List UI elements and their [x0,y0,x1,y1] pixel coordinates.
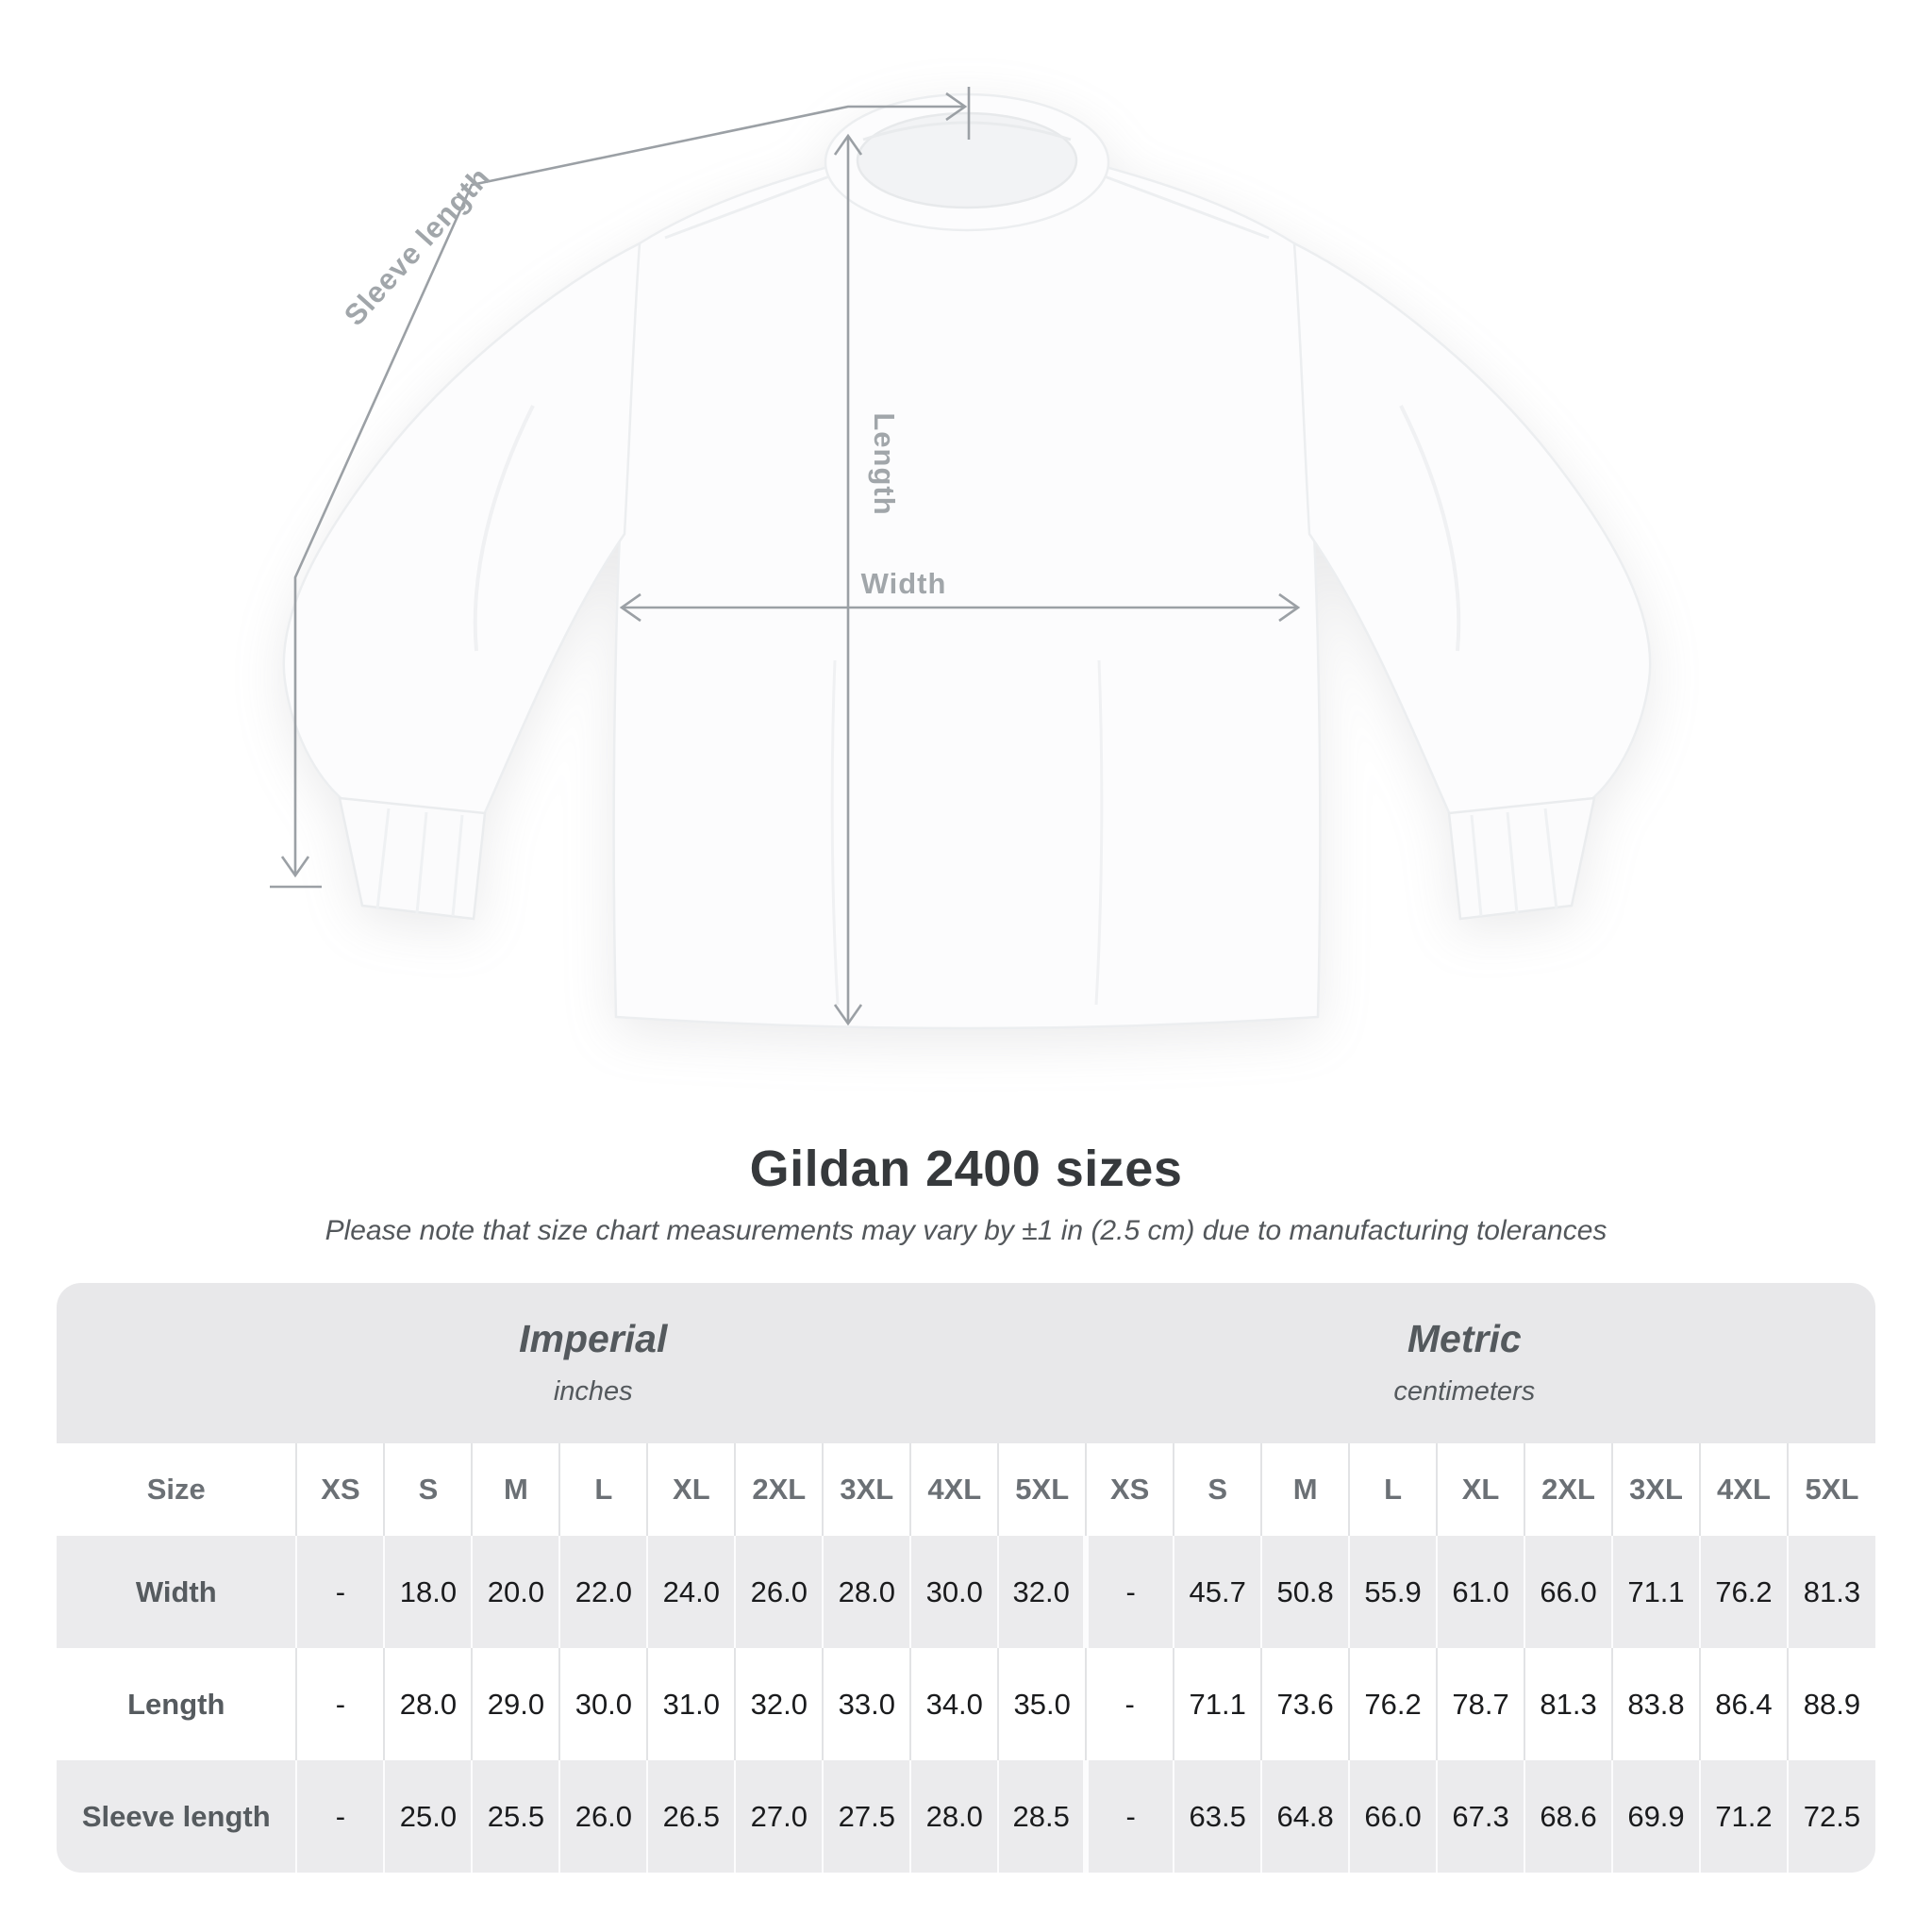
size-cell: 34.0 [910,1648,998,1760]
size-cell: - [1086,1760,1174,1873]
size-cell: 81.3 [1524,1648,1612,1760]
shirt-sleeve-left [284,243,640,817]
size-cell: 24.0 [647,1536,735,1648]
size-cell: 26.5 [647,1760,735,1873]
size-cell: - [1086,1648,1174,1760]
size-cell: 67.3 [1437,1760,1524,1873]
size-cell: - [296,1760,384,1873]
size-cell: 28.5 [998,1760,1086,1873]
size-cell: 20.0 [472,1536,559,1648]
size-cell: 32.0 [735,1648,823,1760]
size-cell: 71.2 [1700,1760,1788,1873]
size-header-cell: Size [146,1473,206,1506]
size-cell: 71.1 [1612,1536,1700,1648]
size-cell: 81.3 [1788,1536,1875,1648]
length-label: Length [868,412,901,516]
size-cell: 26.0 [735,1536,823,1648]
column-header: 3XL [1612,1443,1700,1536]
width-label: Width [860,567,947,600]
size-cell: 45.7 [1174,1536,1261,1648]
size-cell: 25.5 [472,1760,559,1873]
size-cell: - [1086,1536,1174,1648]
size-cell: 71.1 [1174,1648,1261,1760]
size-cell: 73.6 [1261,1648,1349,1760]
column-header: M [472,1443,559,1536]
size-cell: 28.0 [384,1648,472,1760]
size-cell: 29.0 [472,1648,559,1760]
size-cell: 25.0 [384,1760,472,1873]
size-cell: 63.5 [1174,1760,1261,1873]
size-cell: 22.0 [559,1536,647,1648]
size-header-row [57,1443,1875,1536]
size-cell: 35.0 [998,1648,1086,1760]
imperial-label: Imperial [519,1317,668,1360]
table-row-length [57,1648,1875,1760]
column-header: XS [1086,1443,1174,1536]
size-cell: 33.0 [823,1648,910,1760]
column-header: 3XL [823,1443,910,1536]
column-header: XL [647,1443,735,1536]
size-cell: 31.0 [647,1648,735,1760]
imperial-unit: inches [553,1376,633,1407]
size-cell: 69.9 [1612,1760,1700,1873]
column-header: M [1261,1443,1349,1536]
sleeve-length-label: Sleeve length [337,160,497,332]
units-header-band [57,1283,1875,1443]
size-cell: 61.0 [1437,1536,1524,1648]
column-header: L [559,1443,647,1536]
tolerance-note: Please note that size chart measurements may vary by ±1 in (2.5 cm) due to manufacturing tolerances [325,1215,1607,1246]
size-cell: 26.0 [559,1760,647,1873]
size-table [57,1443,1875,1873]
size-cell: 76.2 [1349,1648,1437,1760]
column-header: 2XL [1524,1443,1612,1536]
size-cell: 78.7 [1437,1648,1524,1760]
shirt-torso [614,160,1321,1028]
column-header: XL [1437,1443,1524,1536]
size-cell: 30.0 [910,1536,998,1648]
size-table-card [57,1283,1875,1873]
column-header: 5XL [1788,1443,1875,1536]
column-header: 4XL [910,1443,998,1536]
column-header: 2XL [735,1443,823,1536]
size-cell: 32.0 [998,1536,1086,1648]
size-cell: 64.8 [1261,1760,1349,1873]
row-label: Width [135,1574,217,1608]
size-cell: 86.4 [1700,1648,1788,1760]
table-row-sleeve-length [57,1760,1875,1873]
metric-unit: centimeters [1393,1376,1536,1407]
page-title: Gildan 2400 sizes [749,1141,1183,1197]
shirt-sleeve-right [1294,243,1650,817]
size-cell: 68.6 [1524,1760,1612,1873]
size-cell: 83.8 [1612,1648,1700,1760]
collar-opening [858,113,1076,208]
column-header: S [384,1443,472,1536]
row-label: Length [127,1687,225,1721]
size-cell: 27.0 [735,1760,823,1873]
size-cell: - [296,1648,384,1760]
column-header: 4XL [1700,1443,1788,1536]
size-cell: 66.0 [1349,1760,1437,1873]
metric-label: Metric [1407,1317,1522,1360]
shirt-illustration [284,94,1650,1028]
size-cell: - [296,1536,384,1648]
metric-header [1393,1283,1535,1443]
size-cell: 76.2 [1700,1536,1788,1648]
table-row-width [57,1536,1875,1648]
row-label: Sleeve length [81,1799,271,1833]
size-cell: 55.9 [1349,1536,1437,1648]
size-cell: 50.8 [1261,1536,1349,1648]
column-header: XS [296,1443,384,1536]
column-header: L [1349,1443,1437,1536]
size-cell: 18.0 [384,1536,472,1648]
column-header: S [1174,1443,1261,1536]
size-cell: 27.5 [823,1760,910,1873]
size-cell: 28.0 [910,1760,998,1873]
column-header: 5XL [998,1443,1086,1536]
size-cell: 28.0 [823,1536,910,1648]
size-cell: 88.9 [1788,1648,1875,1760]
size-cell: 30.0 [559,1648,647,1760]
size-cell: 72.5 [1788,1760,1875,1873]
imperial-header [519,1283,667,1443]
size-cell: 66.0 [1524,1536,1612,1648]
